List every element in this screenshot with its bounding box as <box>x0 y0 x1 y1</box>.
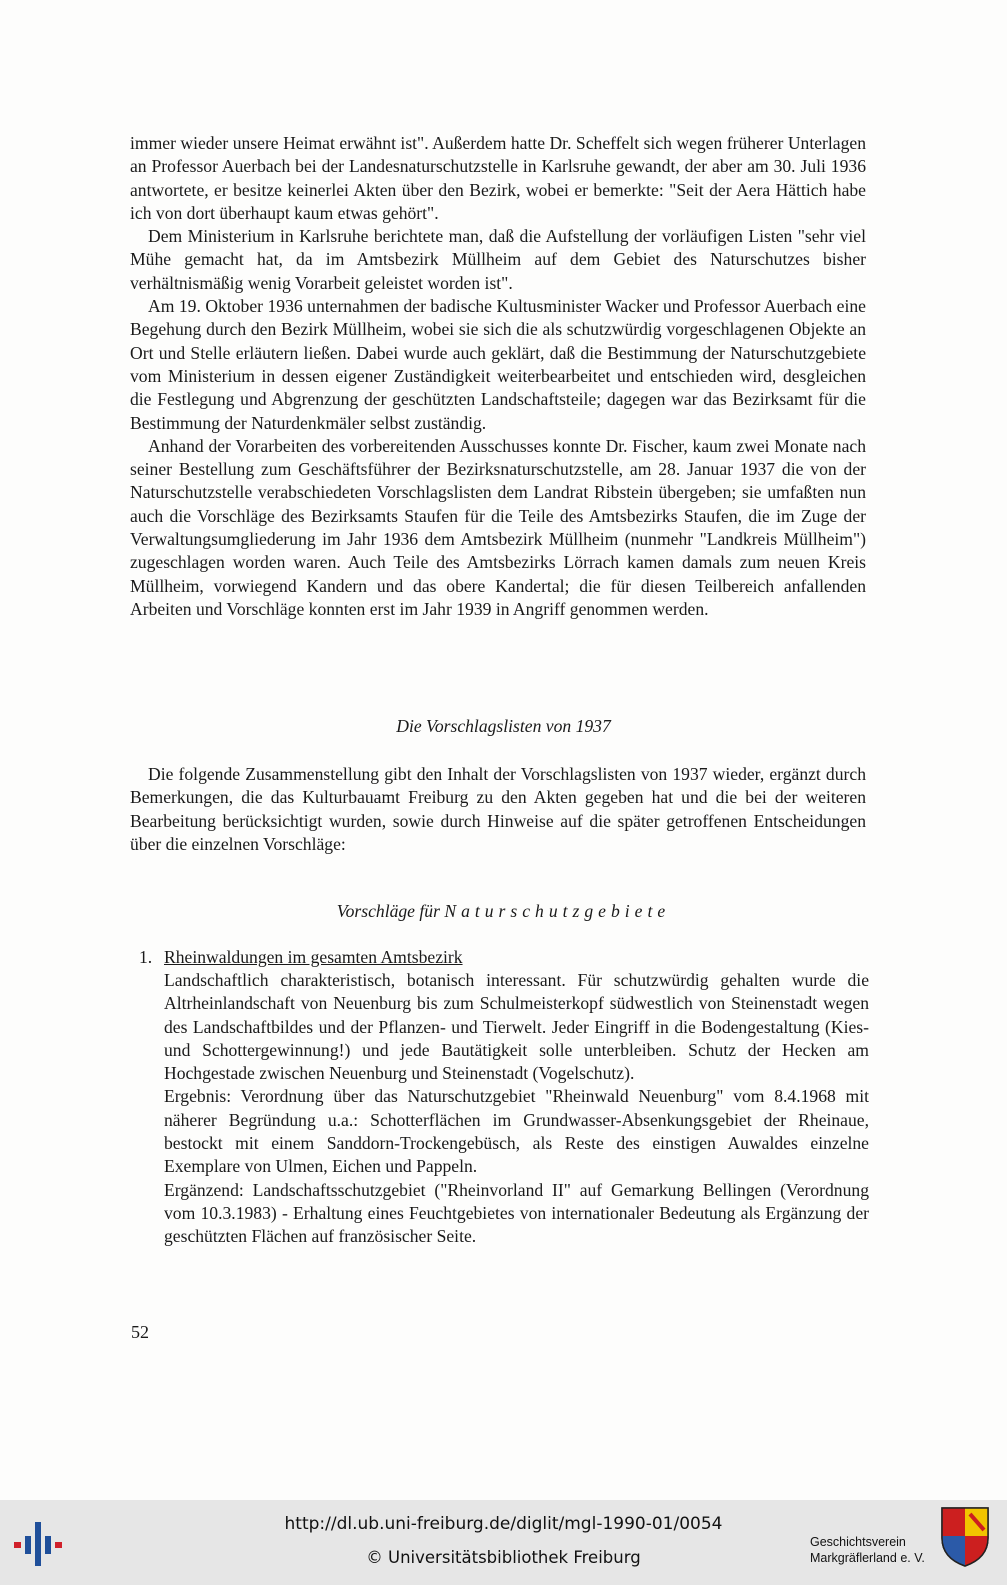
club-name-line-1: Geschichtsverein <box>810 1535 906 1549</box>
paragraph-1: immer wieder unsere Heimat erwähnt ist". Außerdem hatte Dr. Scheffelt sich wegen früherer Unterlagen an Professor Auerbach bei der Landesnaturschutzstelle in Karlsruhe gewandt, der aber am 30. Juli 1936 antwortete, er besitze keinerlei Akten über den Bezirk, wobei er bemerkte: "Seit der Aera Hättich habe ich von dort überhaupt kaum etwas gehört". <box>130 133 866 223</box>
footer-url-link[interactable]: http://dl.ub.uni-freiburg.de/diglit/mgl-1990-01/0054 <box>284 1514 723 1534</box>
paragraph-4: Anhand der Vorarbeiten des vorbereitenden Ausschusses konnte Dr. Fischer, kaum zwei Monate nach seiner Bestellung zum Geschäftsführer der Bezirksnaturschutzstelle, am 28. Januar 1937 die von der Naturschutzstelle verabschiedeten Vorschlagslisten dem Landrat Ribstein übergeben; sie umfaßten nun auch die Vorschläge des Bezirksamts Staufen für die Teile des Amtsbezirks Staufen, die im Zuge der Verwaltungsumgliederung im Jahr 1936 dem Amtsbezirk Müllheim (nunmehr "Landkreis Müllheim") zugeschlagen worden waren. Auch Teile des Amtsbezirks Lörrach kamen damals zum neuen Kreis Müllheim, vorwiegend Kandern und das obere Kandertal; die für diesen Teilbereich anfallenden Arbeiten und Vorschläge konnten erst im Jahr 1939 in Angriff genommen werden. <box>130 435 866 619</box>
footer-copyright: © Universitätsbibliothek Freiburg <box>366 1548 641 1567</box>
list-item-1 <box>139 946 869 1276</box>
item-supplement: Ergänzend: Landschaftsschutzgebiet ("Rheinvorland II" auf Gemarkung Bellingen (Verordnung vom 10.3.1983) - Erhaltung eines Feuchtgebietes von internationaler Bedeutung als Ergänzung der geschützten Flächen auf französischer Seite. <box>164 1179 869 1247</box>
body-text-block <box>130 132 866 621</box>
heading-spaced-word: Naturschutzgebiete <box>444 901 671 921</box>
section-heading-vorschlagslisten: Die Vorschlagslisten von 1937 <box>396 716 611 736</box>
footer-bar <box>0 1500 1007 1585</box>
section-heading-naturschutzgebiete <box>0 901 1007 922</box>
club-name-line-2: Markgräflerland e. V. <box>810 1551 925 1565</box>
paragraph-2: Dem Ministerium in Karlsruhe berichtete man, daß die Aufstellung der vorläufigen Listen "sehr viel Mühe gemacht hat, da im Amtsbezirk Müllheim auf dem Gebiet des Naturschutzes bisher verhältnismäßig wenig Vorarbeit geleistet worden ist". <box>130 226 866 293</box>
list-item-number: 1. <box>139 947 153 967</box>
intro-block <box>130 763 866 856</box>
intro-paragraph: Die folgende Zusammenstellung gibt den Inhalt der Vorschlagslisten von 1937 wieder, ergänzt durch Bemerkungen, die das Kulturbauamt Freiburg zu den Akten gegeben hat und die bei der weiteren Bearbeitung berücksichtigt wurden, sowie durch Hinweise auf die später getroffenen Entscheidungen über die einzelnen Vorschläge: <box>130 764 866 854</box>
paragraph-3: Am 19. Oktober 1936 unternahmen der badische Kultusminister Wacker und Professor Auerbach eine Begehung durch den Bezirk Müllheim, wobei sie sich die als schutzwürdig vorgeschlagenen Objekte an Ort und Stelle erläutern ließen. Dabei wurde auch geklärt, daß die Bestimmung der Naturschutzgebiete vom Ministerium in dessen eigener Zuständigkeit weiterbearbeitet und entschieden wird, desgleichen die Festlegung und Abgrenzung der geschützten Landschaftsteile; dagegen war das Bezirksamt für die Bestimmung der Naturdenkmäler selbst zuständig. <box>130 296 866 433</box>
list-item-title: Rheinwaldungen im gesamten Amtsbezirk <box>164 947 463 967</box>
item-result: Ergebnis: Verordnung über das Naturschutzgebiet "Rheinwald Neuenburg" vom 8.4.1968 mit näherer Begründung u.a.: Schotterflächen im Grundwasser-Absenkungsgebiet der Rheinaue, bestockt mit einem Sanddorn-Trockengebüsch, als Reste des einstigen Auwaldes einzelne Exemplare von Ulmen, Eichen und Pappeln. <box>164 1086 869 1177</box>
list-item-body <box>164 969 869 1249</box>
heading-prefix: Vorschläge für <box>336 901 440 921</box>
club-name <box>810 1534 925 1566</box>
coat-of-arms-icon <box>940 1506 990 1568</box>
page-number: 52 <box>131 1322 149 1342</box>
item-description: Landschaftlich charakteristisch, botanisch interessant. Für schutzwürdig gehalten wurde die Altrheinlandschaft von Neuenburg bis zum Schulmeisterkopf südwestlich von Steinenstadt wegen des Landschaftbildes und der Pflanzen- und Tierwelt. Jeder Eingriff in die Bodengestaltung (Kies- und Schottergewinnung!) und jede Bautätigkeit solle unterbleiben. Schutz der Hecken am Hochgestade zwischen Neuenburg und Steinenstadt (Vogelschutz). <box>164 970 869 1084</box>
